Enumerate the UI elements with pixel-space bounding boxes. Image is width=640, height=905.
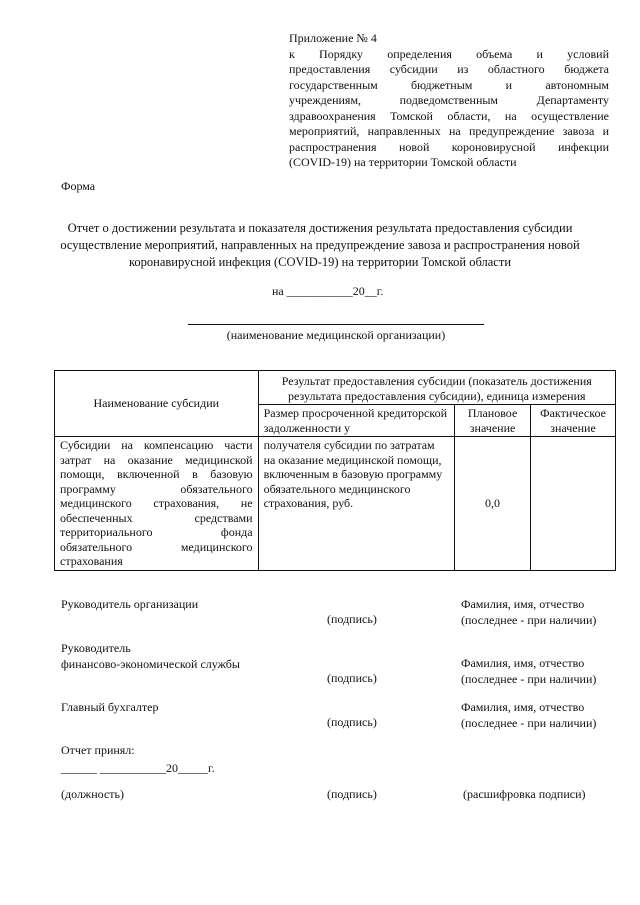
- cell-subsidy-line: Субсидии на компенсацию части: [60, 438, 253, 452]
- report-period: на ___________20__г.: [272, 284, 384, 298]
- report-table: [54, 370, 616, 571]
- org-name-caption: (наименование медицинской организации): [226, 328, 446, 342]
- cell-actual-value: [531, 437, 616, 571]
- cell-subsidy-line: программу обязательного: [60, 481, 253, 496]
- header-actual: Фактическое значение: [531, 405, 616, 437]
- cell-subsidy-line: затрат на оказание медицинской: [60, 452, 253, 467]
- header-result: Результат предоставления субсидии (показатель достижения результата предоставления субсидии), единица измерения: [258, 371, 615, 405]
- report-title-line: осуществление мероприятий, направленных на предупреждение завоза и распространения новой: [60, 238, 580, 252]
- finance-label: [61, 641, 240, 672]
- fio-line: Фамилия, имя, отчество: [461, 597, 585, 611]
- appendix-line: предоставления субсидии из областного бюджета: [289, 62, 609, 76]
- appendix-line: к Порядку определения объема и условий: [289, 46, 609, 61]
- appendix-line: распространения новой короновирусной инфекции: [289, 139, 609, 154]
- head-fio: [461, 597, 596, 628]
- form-label: Форма: [61, 179, 96, 193]
- appendix-line: здравоохранения Томской области, на осуществление: [289, 108, 609, 123]
- appendix-line: учреждениям, подведомственным Департаменту: [289, 93, 609, 107]
- report-title-line: Отчет о достижении результата и показателя достижения результата предоставления субсидии: [67, 221, 573, 235]
- fio-line: (последнее - при наличии): [461, 671, 597, 686]
- head-signature-caption: (подпись): [327, 612, 377, 626]
- report-title-line: коронавирусной инфекция (COVID-19) на территории Томской области: [128, 255, 512, 269]
- cell-subsidy-name: [55, 437, 259, 571]
- table-header-row: [55, 371, 616, 405]
- appendix-line: (COVID-19) на территории Томской области: [289, 155, 517, 169]
- appendix-block: [289, 31, 609, 171]
- accepted-signature-caption: (подпись): [327, 787, 377, 801]
- header-indicator: Размер просроченной кредиторской задолженности у: [258, 405, 455, 437]
- accepted-label: Отчет принял:: [61, 743, 135, 757]
- cell-subsidy-line: помощи, включенной в базовую: [60, 467, 253, 481]
- cell-subsidy-line: медицинского страхования, не: [60, 496, 253, 510]
- fio-line: (последнее - при наличии): [461, 612, 597, 627]
- cell-subsidy-line: обеспеченных средствами: [60, 510, 253, 525]
- head-label: Руководитель организации: [61, 597, 199, 611]
- fio-line: Фамилия, имя, отчество: [461, 656, 585, 670]
- report-title: [60, 220, 580, 271]
- table-row: [55, 437, 616, 571]
- cell-subsidy-line: страхования: [60, 554, 123, 568]
- accepted-date-line: ______ ___________20_____г.: [61, 761, 215, 775]
- cell-subsidy-line: обязательного медицинского: [60, 539, 253, 554]
- accountant-signature-caption: (подпись): [327, 715, 377, 729]
- accountant-label: Главный бухгалтер: [61, 700, 159, 714]
- accepted-decoding-caption: (расшифровка подписи): [463, 787, 586, 801]
- appendix-line: мероприятий, направленных на предупреждение завоза и: [289, 124, 609, 138]
- finance-label-line: финансово-экономической службы: [61, 656, 240, 671]
- finance-signature-caption: (подпись): [327, 671, 377, 685]
- finance-fio: [461, 656, 596, 687]
- appendix-title: Приложение № 4: [289, 31, 377, 45]
- header-planned: Плановое значение: [455, 405, 531, 437]
- accountant-fio: [461, 700, 596, 731]
- cell-subsidy-line: территориального фонда: [60, 525, 253, 539]
- appendix-line: государственным бюджетным и автономным: [289, 77, 609, 92]
- accepted-position-caption: (должность): [61, 787, 124, 801]
- fio-line: (последнее - при наличии): [461, 715, 597, 730]
- cell-indicator: получателя субсидии по затратам на оказание медицинской помощи, включенным в базовую программу обязательного медицинского страхования, руб.: [258, 437, 455, 571]
- cell-planned-value: 0,0: [455, 437, 531, 571]
- finance-label-line: Руководитель: [61, 641, 131, 655]
- fio-line: Фамилия, имя, отчество: [461, 700, 585, 714]
- header-subsidy-name: Наименование субсидии: [55, 371, 259, 437]
- org-name-line: [188, 324, 484, 325]
